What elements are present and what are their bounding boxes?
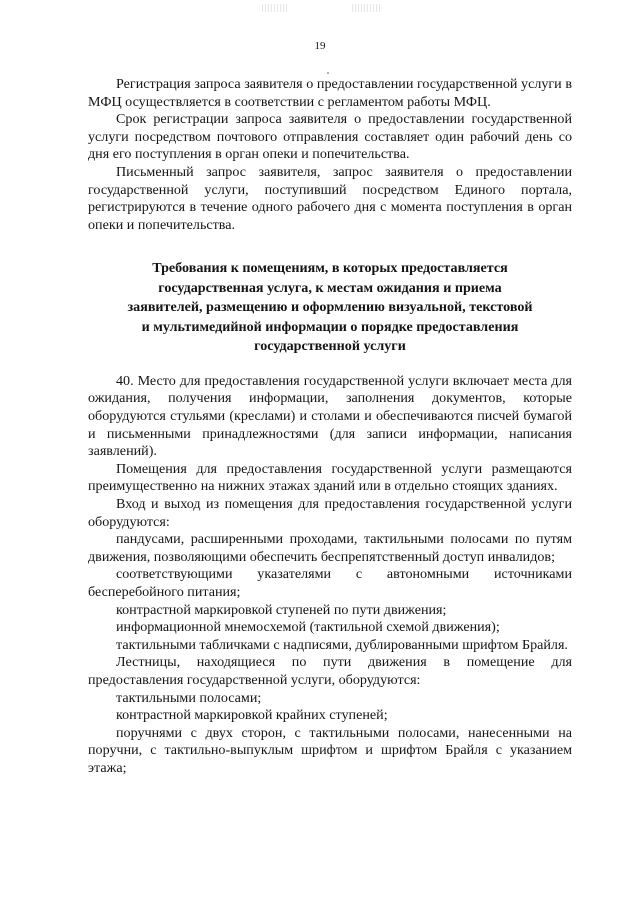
page-number: 19 — [314, 40, 326, 52]
heading-line: государственная услуга, к местам ожидания и приема — [158, 279, 502, 296]
list-item: контрастной маркировкой крайних ступеней; — [116, 707, 388, 724]
heading-line: государственной услуги — [254, 338, 406, 355]
list-item: соответствующими указателями с автономными источниками бесперебойного питания; — [88, 566, 572, 600]
paragraph: Лестницы, находящиеся по пути движения в помещение для предоставления государственной услуги, оборудуются: — [88, 654, 572, 688]
list-item: информационной мнемосхемой (тактильной схемой движения); — [116, 619, 500, 636]
list-item: контрастной маркировкой ступеней по пути движения; — [116, 601, 447, 618]
scan-speck — [327, 72, 329, 74]
heading-line: Требования к помещениям, в которых предоставляется — [152, 260, 508, 277]
paragraph: Регистрация запроса заявителя о предоставлении государственной услуги в МФЦ осуществляется в соответствии с регламентом работы МФЦ. — [88, 76, 572, 110]
paragraph: Письменный запрос заявителя, запрос заявителя о предоставлении государственной услуги, поступивший посредством Единого портала, регистрируются в течение одного рабочего дня с момента поступления в орган опеки и попечительства. — [88, 163, 572, 233]
paragraph: Вход и выход из помещения для предоставления государственной услуги оборудуются: — [88, 496, 572, 530]
list-item: тактильными табличками с надписями, дублированными шрифтом Брайля. — [116, 636, 568, 653]
paragraph: Срок регистрации запроса заявителя о предоставлении государственной услуги посредством почтового отправления составляет один рабочий день со дня его поступления в орган опеки и попечительства. — [88, 111, 572, 163]
heading-line: заявителей, размещению и оформлению визуальной, текстовой — [127, 299, 533, 316]
paragraph: Помещения для предоставления государственной услуги размещаются преимущественно на нижних этажах зданий или в отдельно стоящих зданиях. — [88, 460, 572, 495]
scan-artifact — [262, 4, 288, 12]
list-item: пандусами, расширенными проходами, тактильными полосами по путям движения, позволяющими обеспечить беспрепятственный доступ инвалидов; — [88, 531, 572, 565]
list-item: тактильными полосами; — [116, 689, 262, 706]
paragraph: 40. Место для предоставления государственной услуги включает места для ожидания, получения информации, заполнения документов, которые оборудуются стульями (креслами) и столами и обеспечиваются писчей бумагой и письменными принадлежностями (для записи информации, написания заявлений). — [88, 372, 572, 460]
scan-artifact — [352, 4, 380, 12]
section-heading — [88, 259, 572, 357]
document-body — [88, 76, 572, 778]
heading-line: и мультимедийной информации о порядке предоставления — [141, 318, 519, 335]
list-item: поручнями с двух сторон, с тактильными полосами, нанесенными на поручни, с тактильно-выпуклым шрифтом и шрифтом Брайля с указанием этажа; — [88, 724, 572, 776]
